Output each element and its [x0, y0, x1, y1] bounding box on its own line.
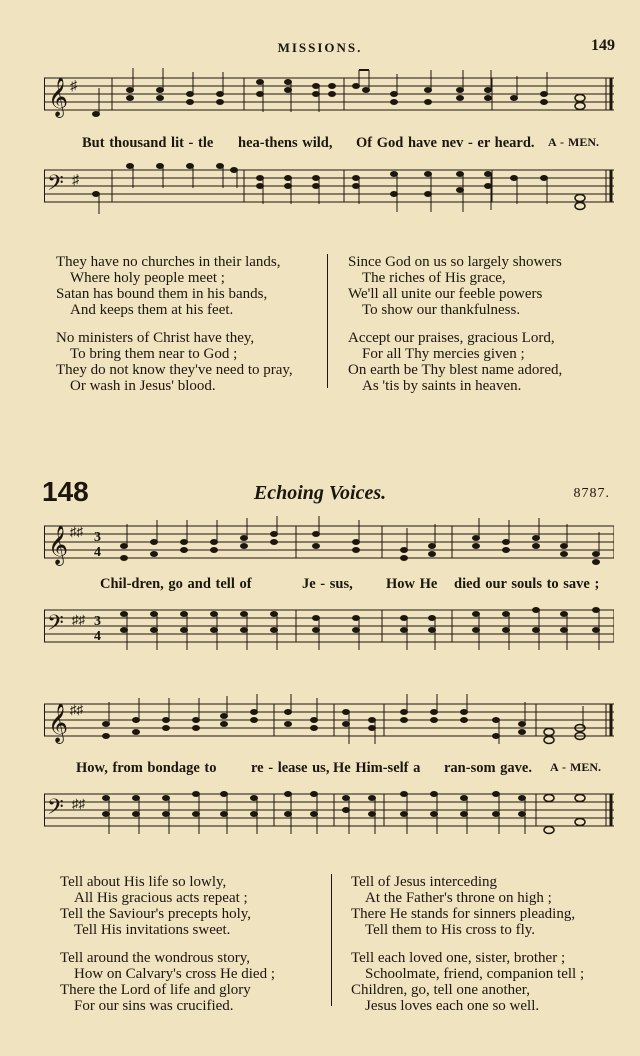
- verse-line: They have no churches in their lands,: [56, 254, 281, 270]
- verse-line: Tell the Saviour's precepts holy,: [60, 906, 252, 922]
- hymn-number: 148: [42, 476, 89, 507]
- stanza: [351, 950, 584, 1014]
- hymn-147-verses-right: [348, 254, 562, 406]
- lyric-fragment: Je - sus,: [302, 576, 353, 592]
- stanza: [56, 254, 293, 318]
- verse-line: Satan has bound them in his bands,: [56, 286, 268, 302]
- hymn-148-system1-bass-staff: [44, 600, 614, 656]
- lyric-fragment: A - MEN.: [550, 760, 601, 774]
- verse-line: To show our thankfulness.: [362, 302, 521, 318]
- column-divider: [331, 874, 332, 1006]
- lyric-fragment: ran-som gave.: [444, 760, 532, 776]
- verse-line: Accept our praises, gracious Lord,: [348, 330, 555, 346]
- svg-text:♯♯: ♯♯: [72, 796, 85, 811]
- page-number: 149: [591, 37, 615, 54]
- verse-line: Children, go, tell one another,: [351, 982, 530, 998]
- time-signature-bottom: 4: [94, 629, 101, 644]
- hymn-148-verses-left: [60, 874, 275, 1026]
- stanza: [348, 254, 562, 318]
- verse-line: They do not know they've need to pray,: [56, 362, 293, 378]
- stanza: [56, 330, 293, 394]
- verse-line: We'll all unite our feeble powers: [348, 286, 543, 302]
- svg-text:𝄞: 𝄞: [48, 527, 69, 564]
- svg-text:♯: ♯: [72, 173, 79, 188]
- verse-line: As 'tis by saints in heaven.: [362, 378, 522, 394]
- stanza: [348, 330, 562, 394]
- time-signature-top: 3: [94, 530, 101, 545]
- verse-line: On earth be Thy blest name adored,: [348, 362, 563, 378]
- svg-text:♯♯: ♯♯: [72, 612, 85, 627]
- hymn-meter: 8787.: [573, 486, 610, 501]
- running-head: MISSIONS.: [277, 40, 363, 55]
- lyric-fragment: How He: [386, 576, 438, 592]
- verse-line: How on Calvary's cross He died ;: [74, 966, 275, 982]
- verse-line: Schoolmate, friend, companion tell ;: [365, 966, 585, 982]
- verse-line: For our sins was crucified.: [74, 998, 234, 1014]
- svg-text:𝄢: 𝄢: [47, 611, 64, 640]
- verse-line: Tell about His life so lowly,: [60, 874, 227, 890]
- svg-text:𝄢: 𝄢: [47, 795, 64, 824]
- lyric-fragment: But thousand lit - tle: [82, 135, 214, 151]
- lyric-fragment: died our souls to save ;: [454, 576, 600, 592]
- verse-line: No ministers of Christ have they,: [56, 330, 255, 346]
- verse-line: There the Lord of life and glory: [60, 982, 251, 998]
- verse-line: At the Father's throne on high ;: [365, 890, 552, 906]
- hymn-148-verses-right: [351, 874, 584, 1026]
- svg-text:♯♯: ♯♯: [70, 702, 83, 717]
- svg-text:♯: ♯: [70, 79, 77, 94]
- verse-line: Since God on us so largely showers: [348, 254, 562, 270]
- column-divider: [327, 254, 328, 388]
- verse-line: Tell of Jesus interceding: [351, 874, 497, 890]
- lyric-fragment: Chil-dren, go and tell of: [100, 576, 252, 592]
- verse-line: Tell them to His cross to fly.: [365, 922, 536, 938]
- verse-line: For all Thy mercies given ;: [362, 346, 525, 362]
- verse-line: Tell around the wondrous story,: [60, 950, 251, 966]
- lyric-fragment: Of God have nev - er heard.: [356, 135, 535, 151]
- verse-line: The riches of His grace,: [362, 270, 506, 286]
- svg-text:𝄞: 𝄞: [48, 79, 69, 116]
- hymn-title: Echoing Voices.: [253, 482, 387, 504]
- verse-line: All His gracious acts repeat ;: [74, 890, 248, 906]
- verse-line: To bring them near to God ;: [70, 346, 238, 362]
- verse-line: And keeps them at his feet.: [70, 302, 234, 318]
- svg-text:♯♯: ♯♯: [70, 524, 83, 539]
- stanza: [60, 874, 275, 938]
- hymn-147-bass-staff: [44, 160, 614, 216]
- svg-text:𝄢: 𝄢: [47, 171, 64, 200]
- lyric-fragment: How, from bondage to: [76, 760, 217, 776]
- svg-text:𝄞: 𝄞: [48, 705, 69, 742]
- verse-line: Or wash in Jesus' blood.: [70, 378, 216, 394]
- hymn-148-system1-treble-staff: [44, 516, 614, 568]
- lyric-fragment: He Him-self a: [333, 760, 421, 776]
- hymn-147-verses-left: [56, 254, 293, 406]
- hymn-148-system2-treble-staff: [44, 694, 614, 746]
- verse-line: Where holy people meet ;: [70, 270, 225, 286]
- time-signature-top: 3: [94, 614, 101, 629]
- hymn-148-system2-bass-staff: [44, 784, 614, 840]
- stanza: [60, 950, 275, 1014]
- stanza: [351, 874, 584, 938]
- hymn-147-treble-staff: [44, 68, 614, 120]
- verse-line: Tell each loved one, sister, brother ;: [351, 950, 566, 966]
- lyric-fragment: re - lease us,: [251, 760, 330, 776]
- verse-line: There He stands for sinners pleading,: [351, 906, 576, 922]
- lyric-fragment: hea-thens wild,: [238, 135, 333, 151]
- verse-line: Jesus loves each one so well.: [365, 998, 540, 1014]
- verse-line: Tell His invitations sweet.: [74, 922, 231, 938]
- lyric-fragment: A - MEN.: [548, 135, 599, 149]
- time-signature-bottom: 4: [94, 545, 101, 560]
